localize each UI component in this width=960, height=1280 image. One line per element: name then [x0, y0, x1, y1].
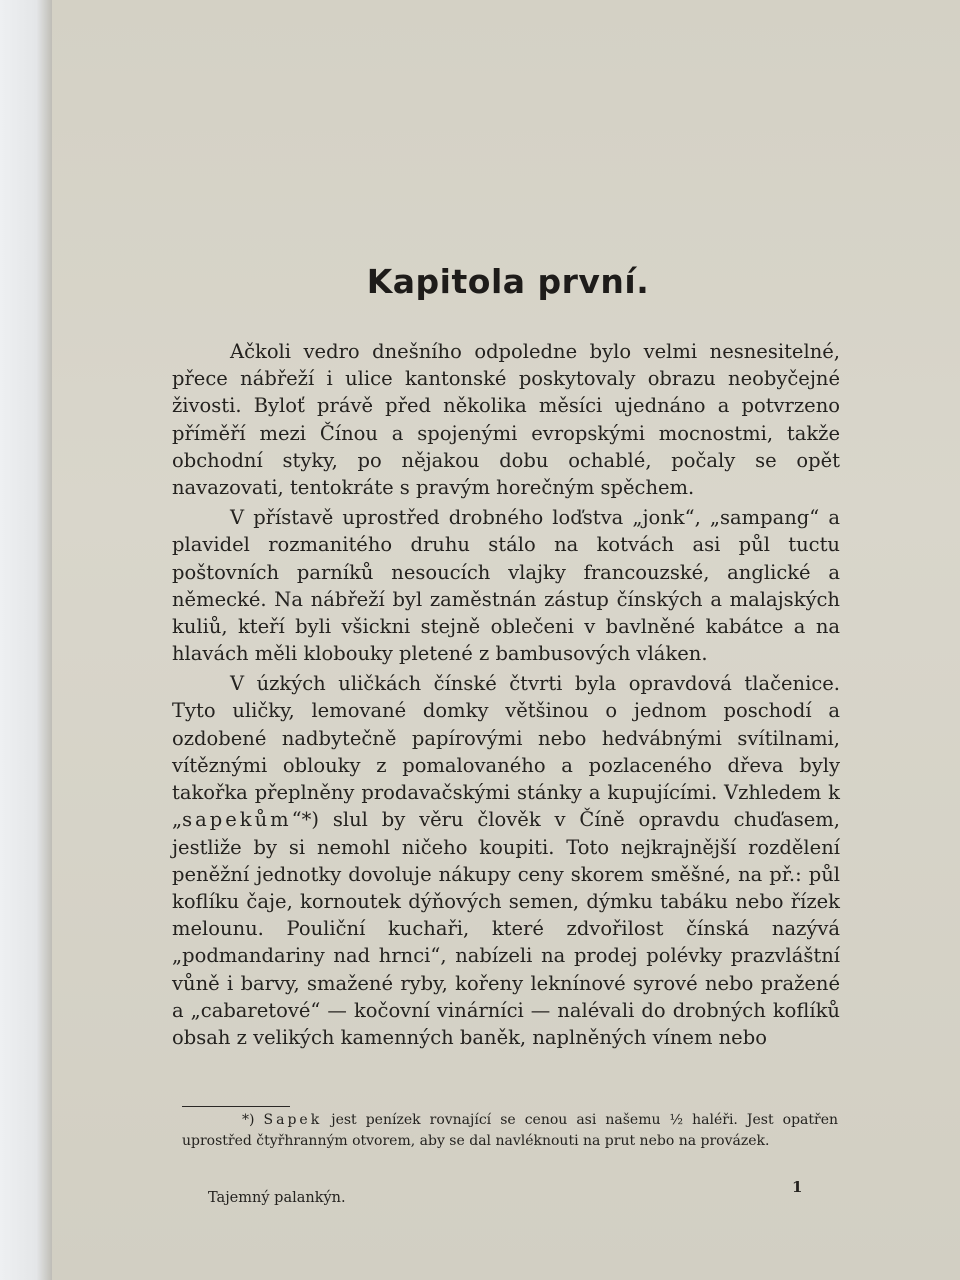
- footnote-divider: [182, 1106, 290, 1107]
- paragraph-3-start: V úzkých uličkách čínské čtvrti byla opravdová tlačenice. Tyto uličky, lemované domky většinou o jednom poschodí a ozdobené nadbytečně papírovými nebo hedvábnými svítilnami, vítěznými oblouky z pomalovaného a pozlaceného dřeva byly takořka přeplněny prodavačskými stánky a kupujícími. Vzhledem k „: [172, 672, 840, 832]
- running-title: Tajemný palankýn.: [208, 1190, 346, 1206]
- footnote: [182, 1110, 838, 1152]
- paragraph-2: V přístavě uprostřed drobného loďstva „jonk“, „sampang“ a plavidel rozmanitého druhu stálo na kotvách asi půl tuctu poštovních parníků nesoucích vlajky francouzské, anglické a německé. Na nábřeží byl zaměstnán zástup čínských a malajských kuliů, kteří byli všickni stejně oblečeni v bavlněné kabátce a na hlavách měli klobouky pletené z bambusových vláken.: [172, 506, 840, 666]
- footnote-text: jest penízek rovnající se cenou asi našemu ½ haléři. Jest opatřen uprostřed čtyřhranným otvorem, aby se dal navléknouti na prut nebo na provázek.: [182, 1112, 839, 1149]
- footnote-term: Sapek: [263, 1112, 323, 1128]
- sheet-number: 1: [792, 1178, 803, 1196]
- spaced-term-sapekum: sapekům: [182, 808, 292, 832]
- paragraph-3: [172, 670, 840, 1051]
- footnote-marker: *): [242, 1112, 255, 1128]
- book-binding-edge: [0, 0, 52, 1280]
- chapter-title: Kapitola první.: [366, 262, 650, 301]
- paragraph-1: Ačkoli vedro dnešního odpoledne bylo velmi nesnesitelné, přece nábřeží i ulice kantonské poskytovaly obrazu neobyčejné živosti. Byloť právě před několika měsíci ujednáno a potvrzeno příměří mezi Čínou a spojenými evropskými mocnostmi, takže obchodní styky, po nějakou dobu ochablé, počaly se opět navazovati, tentokráte s pravým horečným spěchem.: [172, 340, 840, 500]
- paragraph-3-end: “*) slul by věru člověk v Číně opravdu chuďasem, jestliže by si nemohl ničeho koupiti. Toto nejkrajnější rozdělení peněžní jednotky dovoluje nákupy ceny skorem směšné, na př.: půl koflíku čaje, kornoutek dýňových semen, dýmku tabáku nebo řízek melounu. Pouliční kuchaři, které zdvořilost čínská nazývá „podmandariny nad hrnci“, nabízeli na prodej polévky prazvláštní vůně i barvy, smažené ryby, kořeny leknínové syrové nebo pražené a „cabaretové“ — kočovní vinárníci — nalévali do drobných koflíků obsah z velikých kamenných baněk, naplněných vínem nebo: [172, 808, 840, 1049]
- chapter-body: [172, 338, 840, 1054]
